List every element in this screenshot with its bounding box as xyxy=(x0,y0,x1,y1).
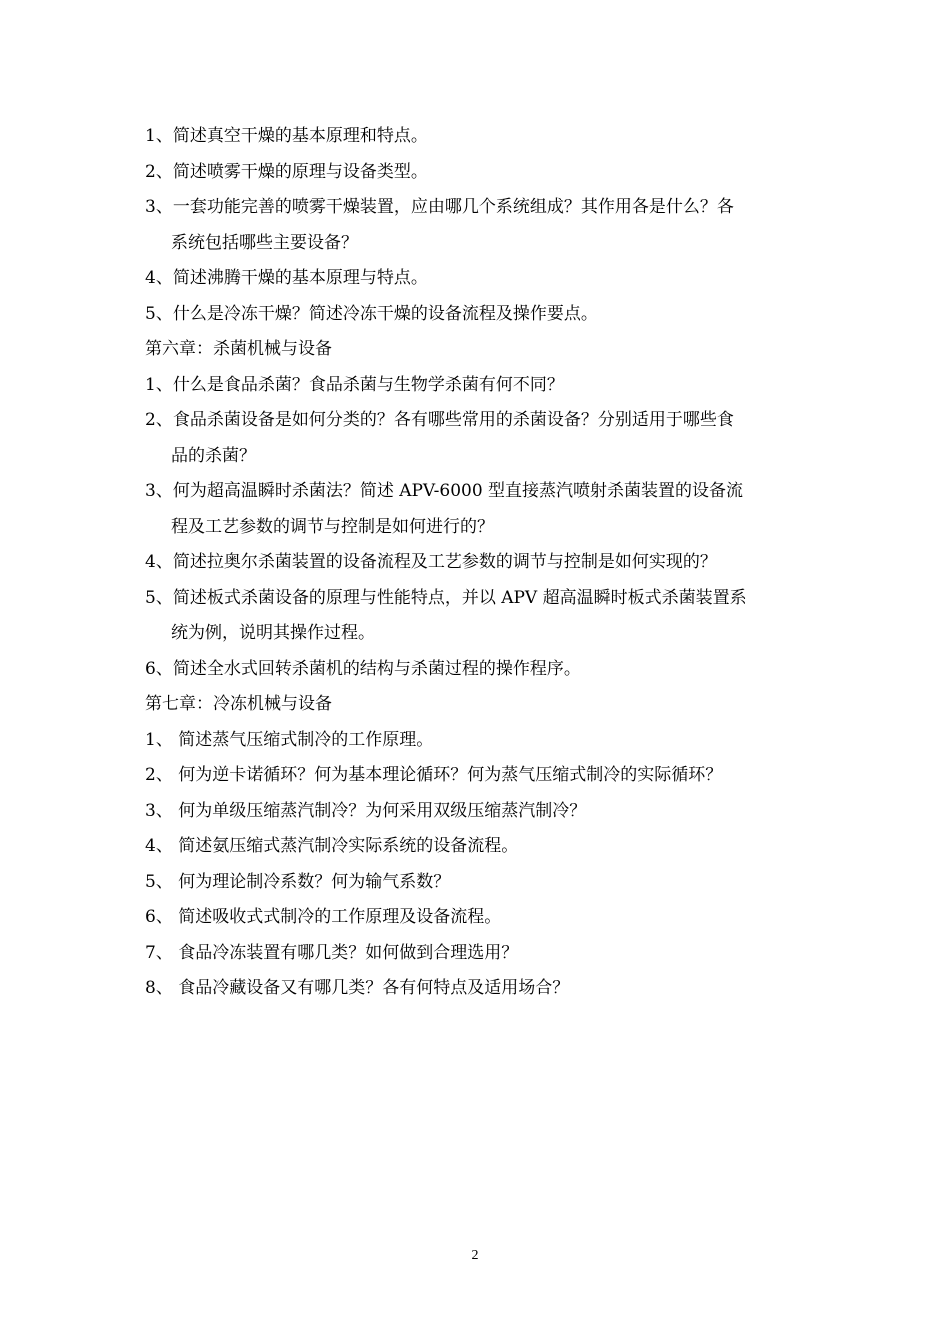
chapter-heading-7: 第七章：冷冻机械与设备 xyxy=(145,694,332,714)
list-item: 1、什么是食品杀菌？食品杀菌与生物学杀菌有何不同？ xyxy=(145,374,564,395)
list-item-continuation: 品的杀菌？ xyxy=(171,445,256,466)
page-number: 2 xyxy=(471,1248,479,1263)
chapter-heading-6: 第六章：杀菌机械与设备 xyxy=(145,339,332,359)
list-item: 5、什么是冷冻干燥？简述冷冻干燥的设备流程及操作要点。 xyxy=(145,303,598,324)
list-item-continuation: 系统包括哪些主要设备？ xyxy=(171,232,358,253)
list-item: 3、 何为单级压缩蒸汽制冷？为何采用双级压缩蒸汽制冷？ xyxy=(145,800,587,821)
list-item-continuation: 统为例，说明其操作过程。 xyxy=(171,623,375,643)
list-item: 7、 食品冷冻装置有哪几类？如何做到合理选用？ xyxy=(145,942,519,963)
list-item: 1、 简述蒸气压缩式制冷的工作原理。 xyxy=(145,729,434,750)
list-item: 3、一套功能完善的喷雾干燥装置，应由哪几个系统组成？其作用各是什么？各 xyxy=(145,197,734,217)
list-item-continuation: 程及工艺参数的调节与控制是如何进行的？ xyxy=(171,516,494,537)
list-item: 2、简述喷雾干燥的原理与设备类型。 xyxy=(145,161,428,182)
list-item: 4、 简述氨压缩式蒸汽制冷实际系统的设备流程。 xyxy=(145,836,519,856)
list-item: 6、 简述吸收式式制冷的工作原理及设备流程。 xyxy=(145,907,502,927)
list-item: 6、简述全水式回转杀菌机的结构与杀菌过程的操作程序。 xyxy=(145,658,581,679)
list-item: 4、简述拉奥尔杀菌装置的设备流程及工艺参数的调节与控制是如何实现的？ xyxy=(145,552,717,572)
list-item: 3、何为超高温瞬时杀菌法？简述 APV-6000 型直接蒸汽喷射杀菌装置的设备流 xyxy=(145,481,744,501)
list-item: 5、 何为理论制冷系数？何为输气系数？ xyxy=(145,871,451,892)
list-item: 5、简述板式杀菌设备的原理与性能特点，并以 APV 超高温瞬时板式杀菌装置系 xyxy=(145,587,747,608)
list-item: 2、 何为逆卡诺循环？何为基本理论循环？何为蒸气压缩式制冷的实际循环？ xyxy=(145,765,723,785)
question-list xyxy=(145,119,825,1007)
list-item: 2、食品杀菌设备是如何分类的？各有哪些常用的杀菌设备？分别适用于哪些食 xyxy=(145,410,734,430)
list-item: 1、简述真空干燥的基本原理和特点。 xyxy=(145,126,428,146)
list-item: 4、简述沸腾干燥的基本原理与特点。 xyxy=(145,268,428,288)
list-item: 8、 食品冷藏设备又有哪几类？各有何特点及适用场合？ xyxy=(145,978,570,998)
